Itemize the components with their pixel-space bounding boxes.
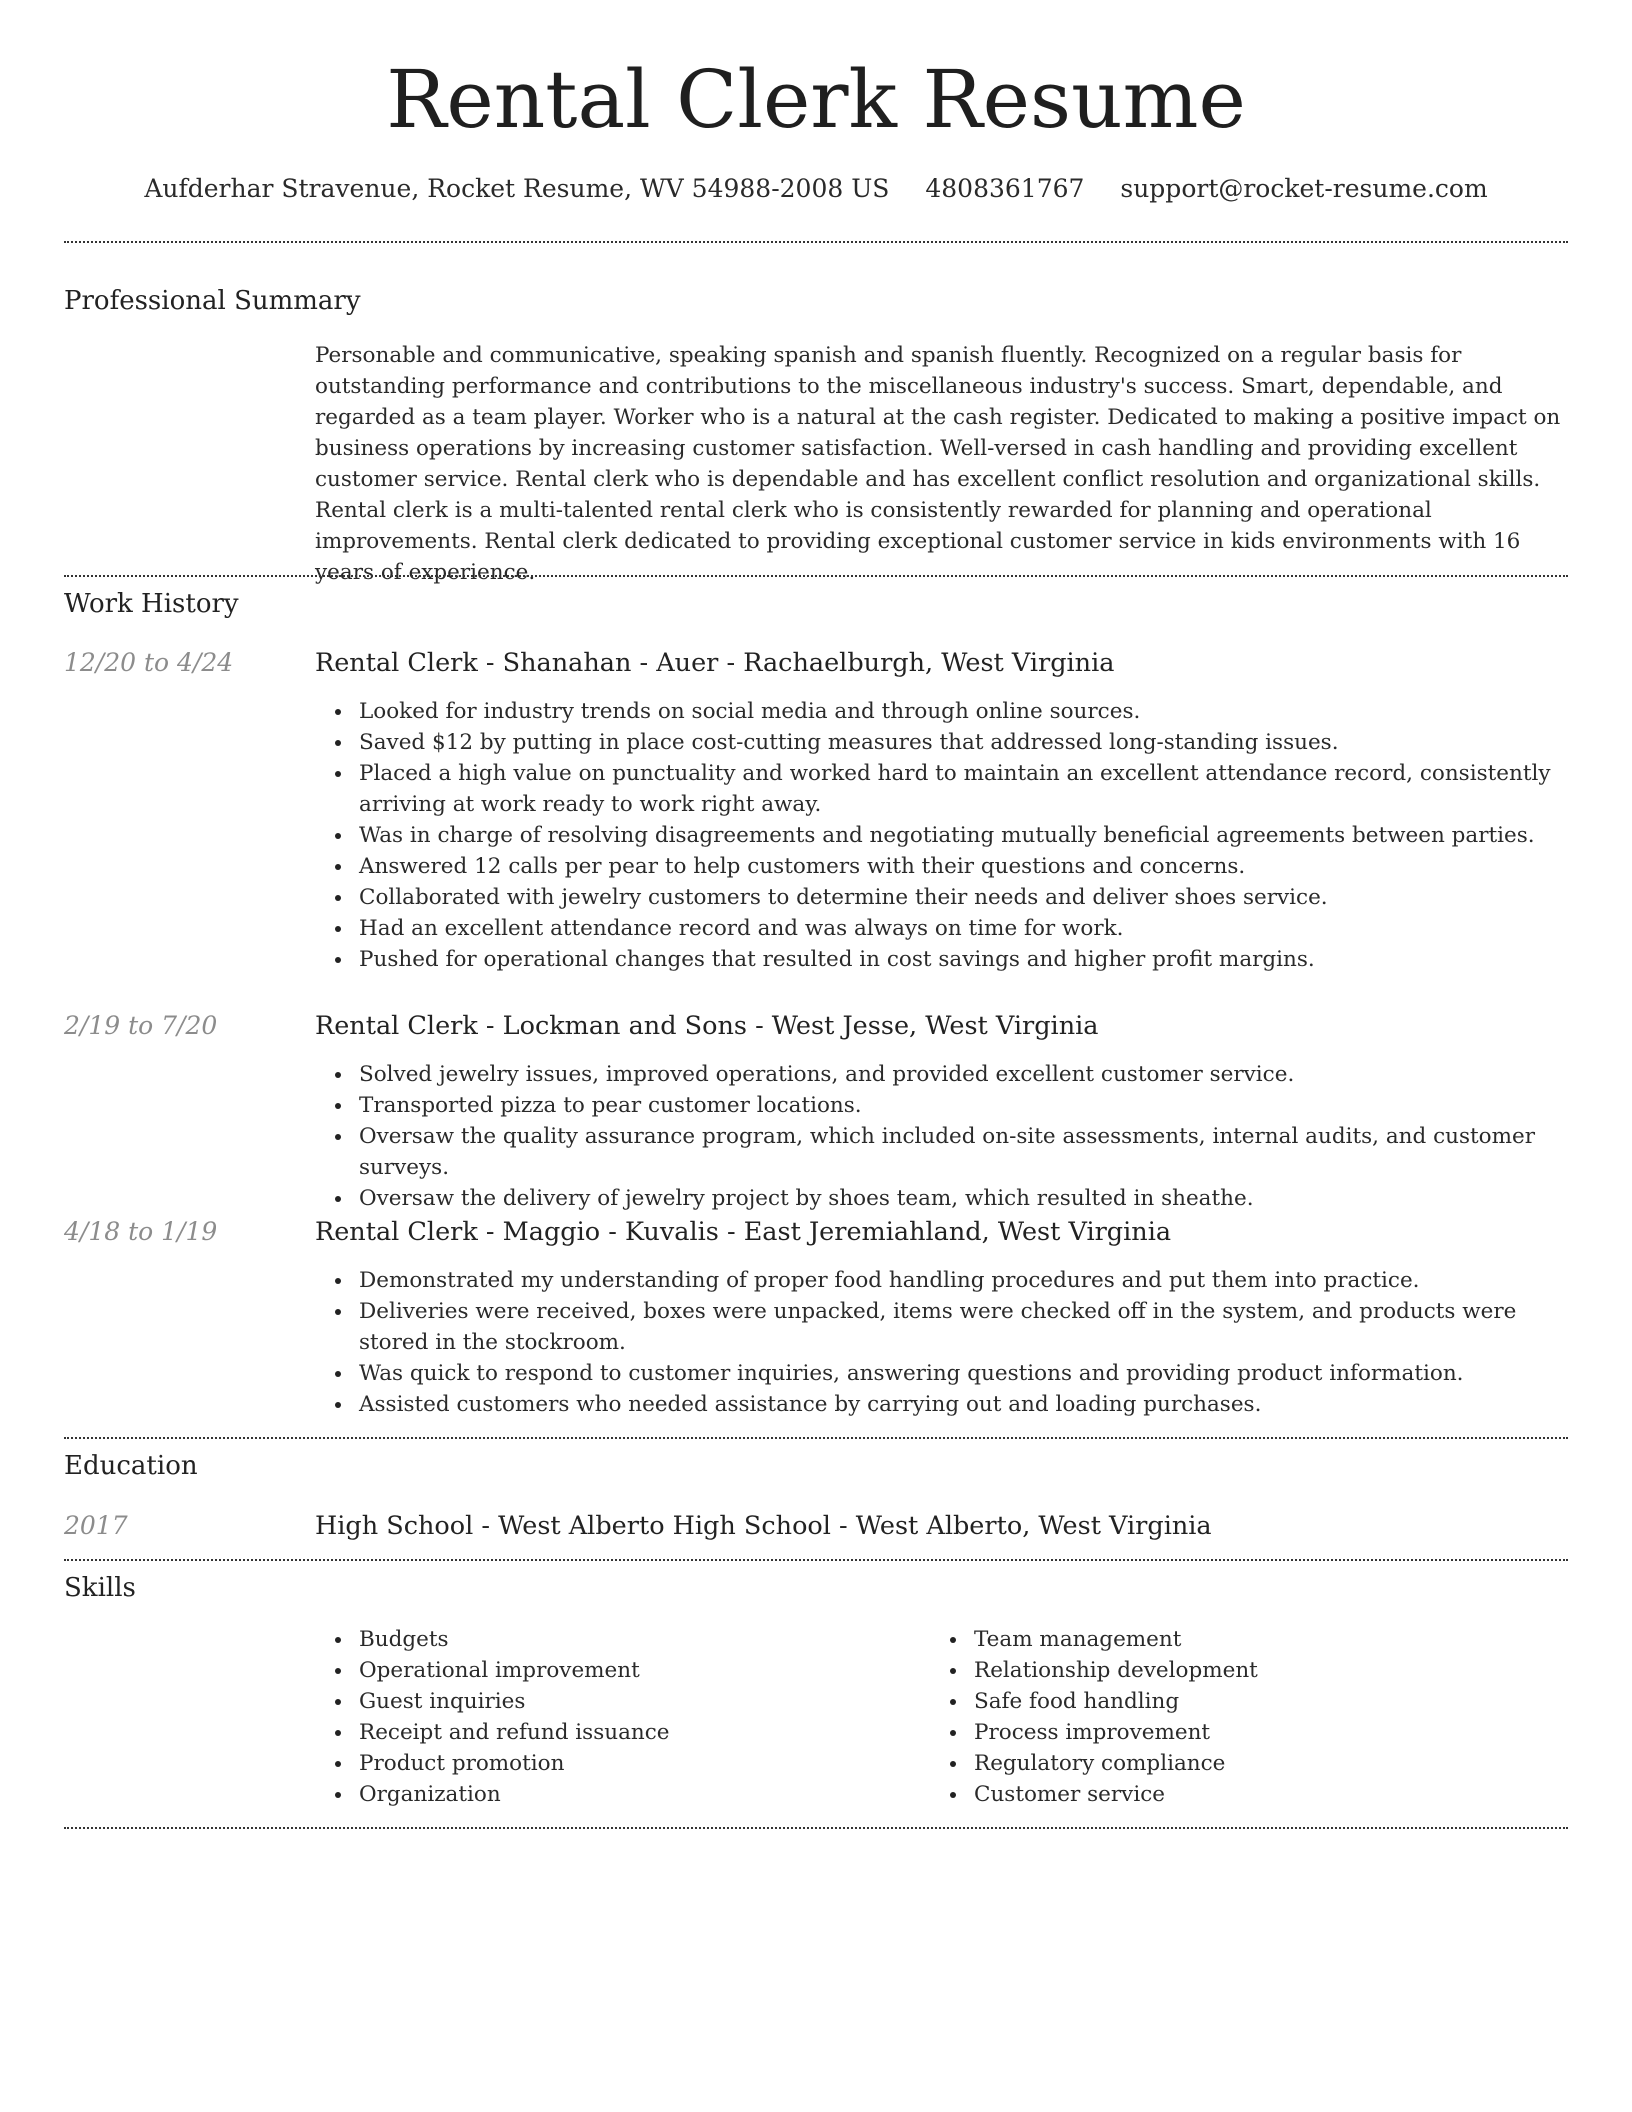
job-dates: 4/18 to 1/19 xyxy=(64,1217,218,1246)
job-bullet: Collaborated with jewelry customers to determine their needs and deliver shoes service. xyxy=(359,882,1568,913)
job-bullets xyxy=(315,696,1568,975)
job-dates: 2/19 to 7/20 xyxy=(64,1011,218,1040)
job-title: Rental Clerk - Shanahan - Auer - Rachaelburgh, West Virginia xyxy=(315,648,1115,678)
job-dates: 12/20 to 4/24 xyxy=(64,648,234,677)
job-bullet: Pushed for operational changes that resulted in cost savings and higher profit margins. xyxy=(359,944,1568,975)
job-title: Rental Clerk - Maggio - Kuvalis - East Jeremiahland, West Virginia xyxy=(315,1217,1172,1247)
job-bullets xyxy=(315,1059,1568,1214)
contact-line xyxy=(0,172,1632,206)
divider xyxy=(64,1437,1568,1439)
contact-phone: 4808361767 xyxy=(925,174,1085,203)
job-bullet: Demonstrated my understanding of proper food handling procedures and put them into practice. xyxy=(359,1265,1568,1296)
divider xyxy=(64,575,1568,577)
skill-item: Regulatory compliance xyxy=(974,1748,1490,1779)
contact-email: support@rocket-resume.com xyxy=(1120,174,1488,203)
skill-item: Operational improvement xyxy=(359,1655,875,1686)
job-bullet: Solved jewelry issues, improved operations, and provided excellent customer service. xyxy=(359,1059,1568,1090)
job-bullet: Transported pizza to pear customer locations. xyxy=(359,1090,1568,1121)
section-heading-skills: Skills xyxy=(64,1573,136,1603)
skill-item: Team management xyxy=(974,1624,1490,1655)
skill-item: Budgets xyxy=(359,1624,875,1655)
skill-item: Organization xyxy=(359,1779,875,1810)
job-bullet: Was quick to respond to customer inquiries, answering questions and providing product information. xyxy=(359,1358,1568,1389)
job-bullet: Saved $12 by putting in place cost-cutting measures that addressed long-standing issues. xyxy=(359,727,1568,758)
job-bullet: Was in charge of resolving disagreements and negotiating mutually beneficial agreements between parties. xyxy=(359,820,1568,851)
job-bullet: Oversaw the delivery of jewelry project by shoes team, which resulted in sheathe. xyxy=(359,1183,1568,1214)
skills-list xyxy=(930,1624,1490,1810)
divider xyxy=(64,1559,1568,1561)
skill-item: Process improvement xyxy=(974,1717,1490,1748)
job-bullet: Placed a high value on punctuality and worked hard to maintain an excellent attendance record, consistently arriving at work ready to work right away. xyxy=(359,758,1568,820)
job-bullet: Oversaw the quality assurance program, which included on-site assessments, internal audits, and customer surveys. xyxy=(359,1121,1568,1183)
summary-text: Personable and communicative, speaking spanish and spanish fluently. Recognized on a regular basis for outstanding performance and contributions to the miscellaneous industry's success. Smart, dependable, and regarded as a team player. Worker who is a natural at the cash register. Dedicated to making a positive impact on business operations by increasing customer satisfaction. Well-versed in cash handling and providing excellent customer service. Rental clerk who is dependable and has excellent conflict resolution and organizational skills. Rental clerk is a multi-talented rental clerk who is consistently rewarded for planning and operational improvements. Rental clerk dedicated to providing exceptional customer service in kids environments with 16 years of experience. xyxy=(315,343,1561,585)
skill-item: Relationship development xyxy=(974,1655,1490,1686)
skills-list xyxy=(315,1624,875,1810)
divider xyxy=(64,1827,1568,1829)
education-year: 2017 xyxy=(64,1511,128,1540)
job-bullet: Looked for industry trends on social media and through online sources. xyxy=(359,696,1568,727)
section-heading-summary: Professional Summary xyxy=(64,286,361,316)
skill-item: Product promotion xyxy=(359,1748,875,1779)
skill-item: Guest inquiries xyxy=(359,1686,875,1717)
divider xyxy=(64,241,1568,243)
education-entry: High School - West Alberto High School - West Alberto, West Virginia xyxy=(315,1511,1212,1541)
section-heading-education: Education xyxy=(64,1451,198,1481)
skills-column-left xyxy=(315,1624,875,1810)
job-bullet: Assisted customers who needed assistance by carrying out and loading purchases. xyxy=(359,1389,1568,1420)
job-title: Rental Clerk - Lockman and Sons - West Jesse, West Virginia xyxy=(315,1011,1099,1041)
skills-column-right xyxy=(930,1624,1490,1810)
skill-item: Customer service xyxy=(974,1779,1490,1810)
section-heading-work-history: Work History xyxy=(64,589,239,619)
job-bullet: Answered 12 calls per pear to help customers with their questions and concerns. xyxy=(359,851,1568,882)
job-bullet: Deliveries were received, boxes were unpacked, items were checked off in the system, and products were stored in the stockroom. xyxy=(359,1296,1568,1358)
job-bullets xyxy=(315,1265,1568,1420)
resume-title: Rental Clerk Resume xyxy=(386,53,1246,146)
contact-address: Aufderhar Stravenue, Rocket Resume, WV 54988-2008 US xyxy=(144,174,890,203)
skill-item: Receipt and refund issuance xyxy=(359,1717,875,1748)
job-bullet: Had an excellent attendance record and was always on time for work. xyxy=(359,913,1568,944)
skill-item: Safe food handling xyxy=(974,1686,1490,1717)
